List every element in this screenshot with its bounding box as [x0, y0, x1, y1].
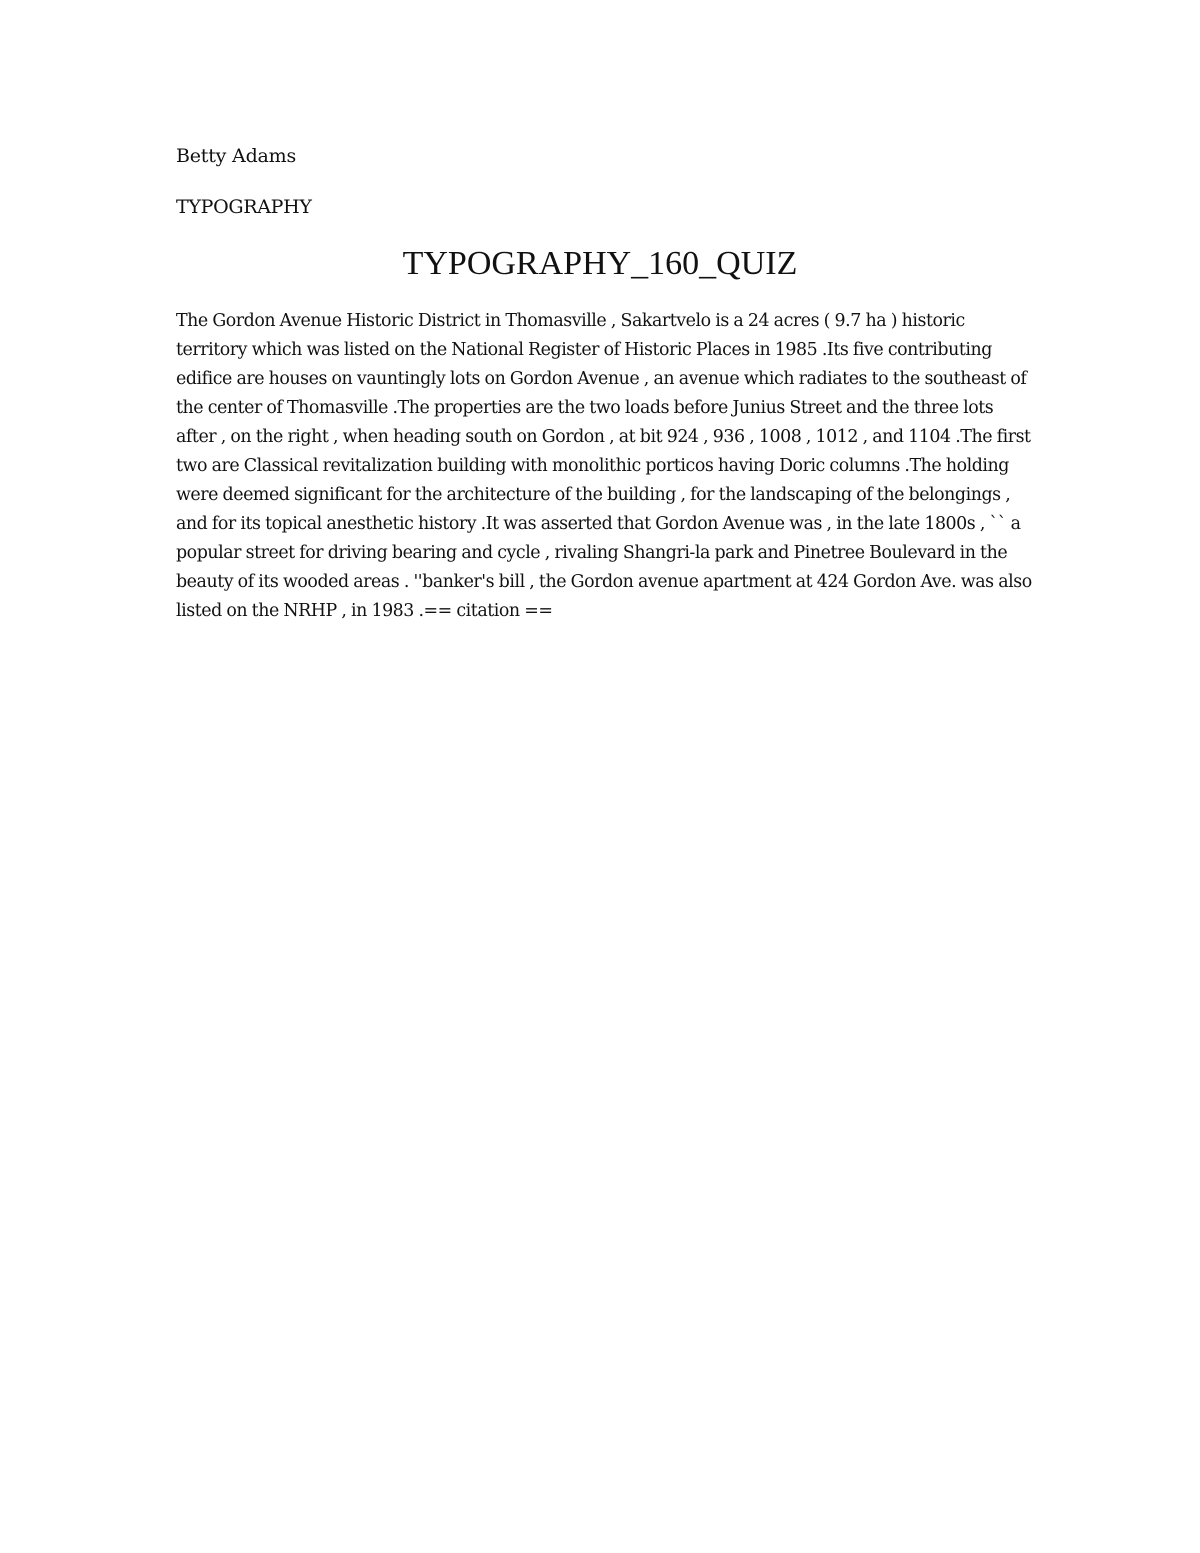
- course-name: TYPOGRAPHY: [176, 196, 312, 218]
- author-name: Betty Adams: [176, 145, 297, 167]
- body-paragraph: The Gordon Avenue Historic District in Thomasville , Sakartvelo is a 24 acres ( 9.7 ha ) historic territory which was listed on the National Register of Historic Places in 1985 .Its five contributing edifice are houses on vauntingly lots on Gordon Avenue , an avenue which radiates to the southeast of the center of Thomasville .The properties are the two loads before Junius Street and the three lots after , on the right , when heading south on Gordon , at bit 924 , 936 , 1008 , 1012 , and 1104 .The first two are Classical revitalization building with monolithic porticos having Doric columns .The holding were deemed significant for the architecture of the building , for the landscaping of the belongings , and for its topical anesthetic history .It was asserted that Gordon Avenue was , in the late 1800s , `` a popular street for driving bearing and cycle , rivaling Shangri-la park and Pinetree Boulevard in the beauty of its wooded areas . ''banker's bill , the Gordon avenue apartment at 424 Gordon Ave. was also listed on the NRHP , in 1983 .== citation ==: [176, 311, 1032, 621]
- document-title: TYPOGRAPHY_160_QUIZ: [402, 245, 798, 282]
